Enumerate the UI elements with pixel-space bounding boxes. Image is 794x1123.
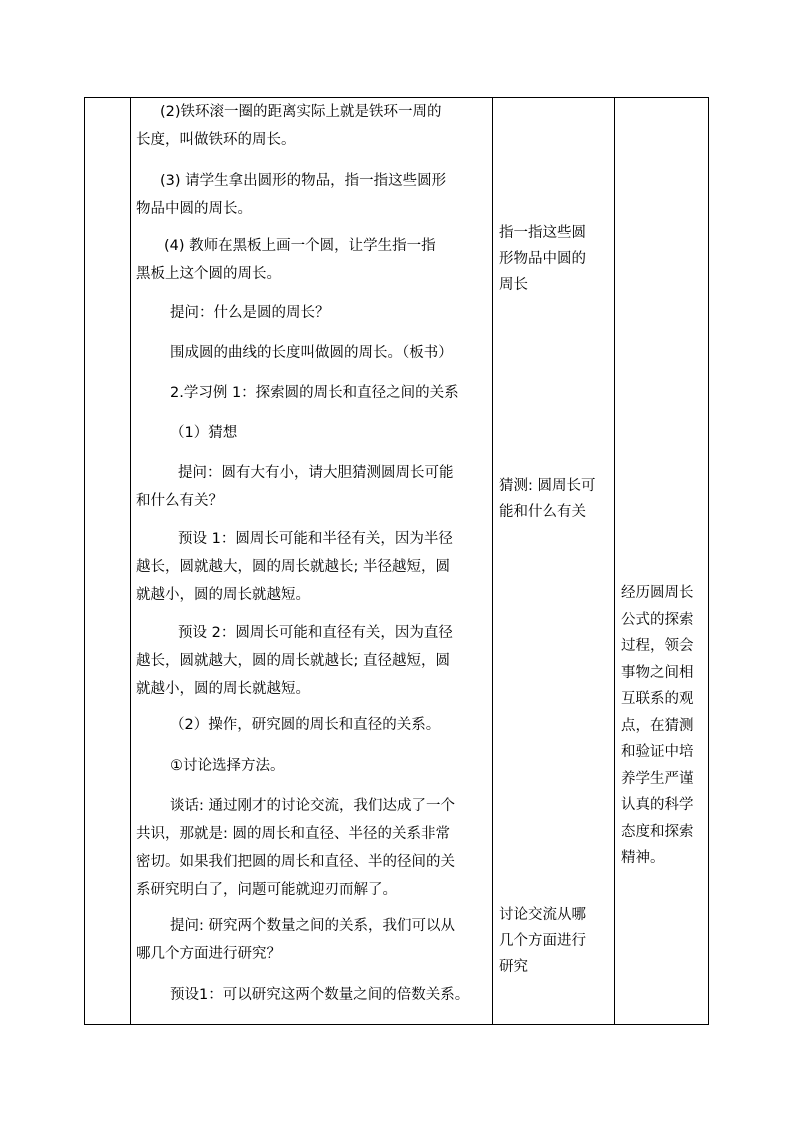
paragraph-hypothesis-2: 预设 2：圆周长可能和直径有关，因为直径 越长，圆就越大，圆的周长就越长; 直径越短，圆 就越小，圆的周长就越短。 xyxy=(136,625,453,697)
paragraph-question-guess: 提问：圆有大有小，请大胆猜测圆周长可能 和什么有关？ xyxy=(136,465,454,509)
student-activity-point: 指一指这些圆 形物品中圆的 周长 xyxy=(499,225,586,293)
column-divider-1 xyxy=(130,97,131,1025)
paragraph-talk: 谈话: 通过刚才的讨论交流，我们达成了一个 共识，那就是: 圆的周长和直径、半径的关系非常 密切。如果我们把圆的周长和直径、半的径间的关 系研究明白了，问题可能就迎刃而解了。 xyxy=(136,798,455,898)
paragraph-round-objects: (3) 请学生拿出圆形的物品，指一指这些圆形 物品中圆的周长。 xyxy=(136,173,447,217)
student-activity-discuss: 讨论交流从哪 几个方面进行 研究 xyxy=(499,907,586,975)
paragraph-blackboard-circle: (4) 教师在黑板上画一个圆，让学生指一指 黑板上这个圆的周长。 xyxy=(136,238,436,282)
paragraph-definition: 围成圆的曲线的长度叫做圆的周长。（板书） xyxy=(170,345,453,361)
student-activity-guess: 猜测: 圆周长可 能和什么有关 xyxy=(499,478,596,520)
paragraph-preset-multiple: 预设1：可以研究这两个数量之间的倍数关系。 xyxy=(170,987,470,1003)
heading-example-1: 2.学习例 1：探索圆的周长和直径之间的关系 xyxy=(170,385,459,401)
heading-guess: （1）猜想 xyxy=(170,425,238,441)
design-intent: 经历圆周长 公式的探索 过程，领会 事物之间相 互联系的观 点，在猜测 和验证中培 养学生严谨 认真的科学 态度和探索 精神。 xyxy=(621,585,694,866)
heading-discuss-method: ①讨论选择方法。 xyxy=(170,758,285,774)
heading-operation: （2）操作，研究圆的周长和直径的关系。 xyxy=(170,717,441,733)
column-divider-3 xyxy=(614,97,615,1025)
paragraph-question-research: 提问: 研究两个数量之间的关系，我们可以从 哪几个方面进行研究？ xyxy=(136,918,455,962)
column-divider-2 xyxy=(492,97,493,1025)
paragraph-hypothesis-1: 预设 1：圆周长可能和半径有关，因为半径 越长，圆就越大，圆的周长就越长; 半径越短，圆 就越小，圆的周长就越短。 xyxy=(136,531,453,603)
paragraph-ring-roll: (2)铁环滚一圈的距离实际上就是铁环一周的 长度，叫做铁环的周长。 xyxy=(136,104,442,148)
paragraph-question-definition: 提问：什么是圆的周长？ xyxy=(170,305,330,321)
